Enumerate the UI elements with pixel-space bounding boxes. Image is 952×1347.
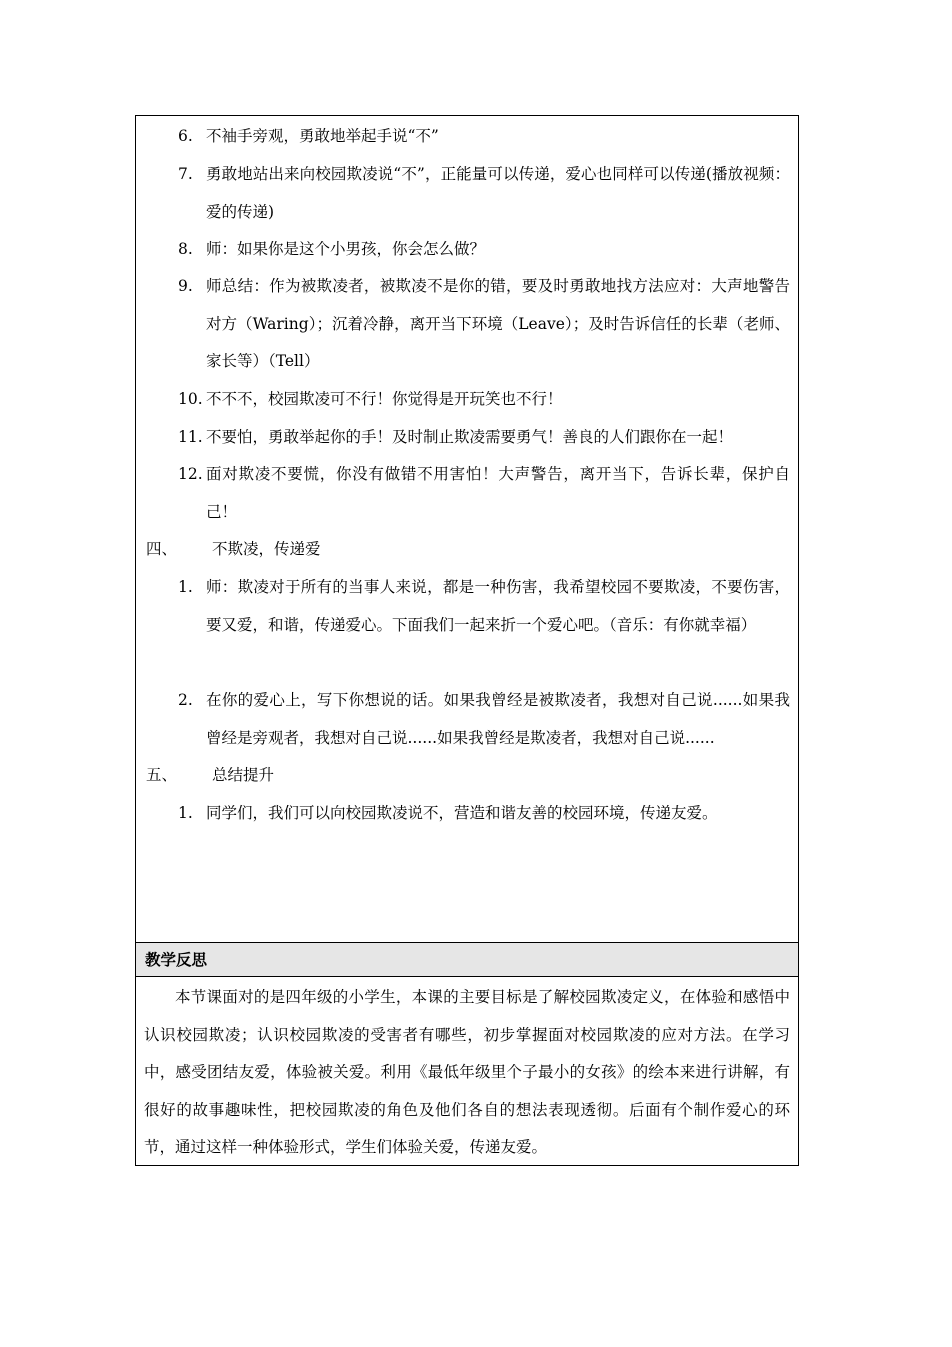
- lesson-plan-table: [135, 115, 799, 1166]
- section-number: 五、: [146, 766, 178, 784]
- item-number: 2.: [178, 691, 193, 709]
- reflection-heading: 教学反思: [136, 943, 798, 977]
- item-number: 6.: [178, 127, 193, 145]
- item-number: 12.: [178, 465, 203, 483]
- section-number: 四、: [146, 540, 178, 558]
- item-number: 9.: [178, 277, 193, 295]
- section-title: 总结提升: [212, 766, 275, 784]
- item-text: 不袖手旁观，勇敢地举起手说“不”: [206, 127, 439, 145]
- item-text: 不要怕，勇敢举起你的手！及时制止欺凌需要勇气！善良的人们跟你在一起！: [206, 428, 734, 446]
- item-number: 10.: [178, 390, 203, 408]
- section-title: 不欺凌，传递爱: [212, 540, 321, 558]
- item-text: 师总结：作为被欺凌者，被欺凌不是你的错，要及时勇敢地找方法应对：大声地警告对方（Waring）；沉着冷静，离开当下环境（Leave）；及时告诉信任的长辈（老师、家长等）（Tell）: [206, 277, 790, 371]
- item-number: 7.: [178, 165, 193, 183]
- item-text: 同学们，我们可以向校园欺凌说不，营造和谐友善的校园环境，传递友爱。: [206, 804, 718, 822]
- item-number: 8.: [178, 240, 193, 258]
- item-number: 1.: [178, 578, 193, 596]
- lesson-steps-cell: [136, 116, 798, 943]
- item-text: 师：如果你是这个小男孩，你会怎么做？: [206, 240, 486, 258]
- item-text: 面对欺凌不要慌，你没有做错不用害怕！大声警告，离开当下，告诉长辈，保护自己！: [206, 465, 790, 521]
- item-number: 1.: [178, 804, 193, 822]
- item-text: 不不不，校园欺凌可不行！你觉得是开玩笑也不行！: [206, 390, 563, 408]
- item-text: 在你的爱心上，写下你想说的话。如果我曾经是被欺凌者，我想对自己说......如果我曾经是旁观者，我想对自己说......如果我曾经是欺凌者，我想对自己说......: [206, 691, 790, 747]
- item-text: 师：欺凌对于所有的当事人来说，都是一种伤害，我希望校园不要欺凌，不要伤害，要又爱，和谐，传递爱心。下面我们一起来折一个爱心吧。（音乐：有你就幸福）: [206, 578, 790, 634]
- item-text: 勇敢地站出来向校园欺凌说“不”，正能量可以传递，爱心也同样可以传递(播放视频：爱的传递): [206, 165, 790, 221]
- reflection-text: 本节课面对的是四年级的小学生，本课的主要目标是了解校园欺凌定义，在体验和感悟中认识校园欺凌；认识校园欺凌的受害者有哪些，初步掌握面对校园欺凌的应对方法。在学习中，感受团结友爱，体验被关爱。利用《最低年级里个子最小的女孩》的绘本来进行讲解，有很好的故事趣味性，把校园欺凌的角色及他们各自的想法表现透彻。后面有个制作爱心的环节，通过这样一种体验形式，学生们体验关爱，传递友爱。: [144, 988, 790, 1157]
- item-number: 11.: [178, 428, 203, 446]
